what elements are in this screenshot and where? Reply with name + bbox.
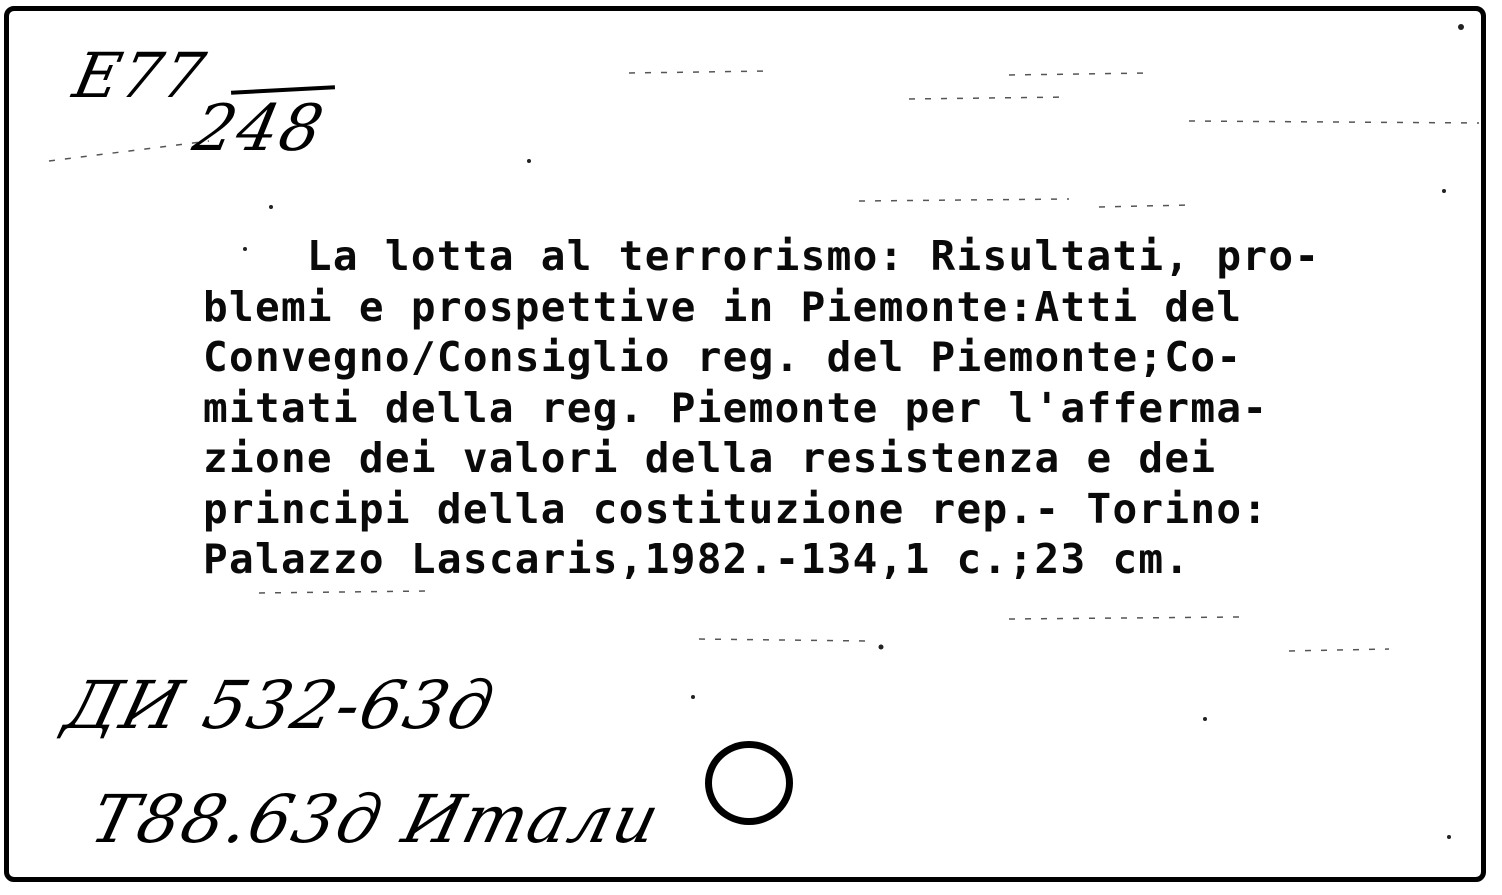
circle-mark [705, 741, 793, 825]
entry-line-3: Convegno/Consiglio reg. del Piemonte;Co- [203, 333, 1243, 381]
bibliographic-entry [203, 231, 1473, 585]
handwritten-classification: Т88.63д Итали [83, 781, 669, 858]
entry-line-5: zione dei valori della resistenza e dei [203, 434, 1217, 482]
entry-line-7: Palazzo Lascaris,1982.-134,1 c.;23 cm. [203, 535, 1191, 583]
entry-line-6: principi della costituzione rep.- Torino: [203, 484, 1269, 533]
handwritten-call-number: ДИ 532-63д [57, 667, 504, 744]
catalog-card [4, 6, 1486, 882]
shelfmark-line-2: 248 [187, 92, 332, 166]
entry-line-1: La lotta al terrorismo: Risultati, pro- [203, 232, 1321, 280]
entry-line-4: mitati della reg. Piemonte per l'afferma- [203, 383, 1269, 432]
entry-line-2: blemi e prospettive in Piemonte:Atti del [203, 282, 1243, 331]
shelfmark-line-1: Е77 [67, 39, 214, 112]
